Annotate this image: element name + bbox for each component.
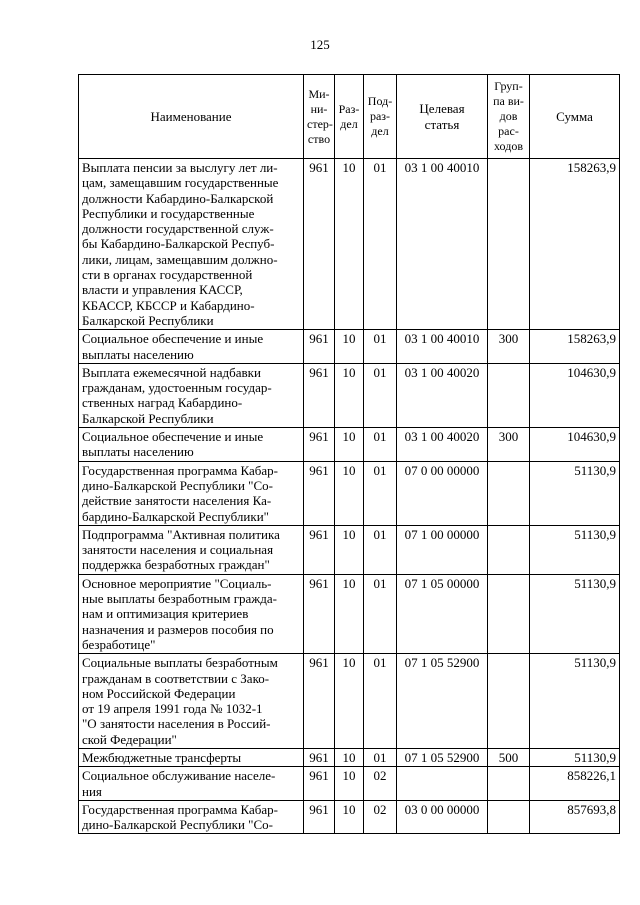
cell-name: Выплата ежемесячной надбавки гражданам, удостоенным государ- ственных наград Кабардино- Балкарской Республики	[79, 363, 304, 427]
table-row	[79, 330, 620, 364]
cell-name: Социальное обеспечение и иные выплаты населению	[79, 428, 304, 462]
cell-expense-group	[488, 800, 530, 834]
table-row	[79, 525, 620, 574]
header-name: Наименование	[79, 75, 304, 159]
cell-section: 10	[335, 767, 364, 801]
cell-subsection: 01	[364, 363, 397, 427]
cell-section: 10	[335, 574, 364, 653]
cell-target: 03 1 00 40020	[397, 363, 488, 427]
budget-table	[78, 74, 620, 834]
cell-name: Социальное обеспечение и иные выплаты населению	[79, 330, 304, 364]
cell-name: Государственная программа Кабар- дино-Балкарской Республики "Со-	[79, 800, 304, 834]
cell-amount: 857693,8	[530, 800, 620, 834]
cell-name: Социальное обслуживание населе- ния	[79, 767, 304, 801]
cell-ministry: 961	[304, 159, 335, 330]
cell-target: 07 1 05 52900	[397, 654, 488, 749]
cell-amount: 51130,9	[530, 525, 620, 574]
cell-expense-group: 300	[488, 330, 530, 364]
header-subsection: Под- раз- дел	[364, 75, 397, 159]
cell-section: 10	[335, 461, 364, 525]
cell-subsection: 01	[364, 428, 397, 462]
cell-amount: 158263,9	[530, 330, 620, 364]
cell-target: 07 0 00 00000	[397, 461, 488, 525]
header-row	[79, 75, 620, 159]
cell-section: 10	[335, 159, 364, 330]
cell-name: Государственная программа Кабар- дино-Балкарской Республики "Со- действие занятости населения Ка- бардино-Балкарской Республики"	[79, 461, 304, 525]
cell-subsection: 01	[364, 159, 397, 330]
cell-subsection: 01	[364, 654, 397, 749]
header-ministry: Ми- ни- стер- ство	[304, 75, 335, 159]
cell-subsection: 02	[364, 767, 397, 801]
cell-amount: 51130,9	[530, 461, 620, 525]
cell-amount: 51130,9	[530, 654, 620, 749]
cell-target: 07 1 05 00000	[397, 574, 488, 653]
cell-expense-group	[488, 159, 530, 330]
table-row	[79, 767, 620, 801]
header-amount: Сумма	[530, 75, 620, 159]
cell-section: 10	[335, 363, 364, 427]
cell-expense-group	[488, 461, 530, 525]
cell-ministry: 961	[304, 748, 335, 766]
cell-subsection: 01	[364, 525, 397, 574]
cell-ministry: 961	[304, 330, 335, 364]
cell-ministry: 961	[304, 461, 335, 525]
cell-name: Выплата пенсии за выслугу лет ли- цам, замещавшим государственные должности Кабардино-Балкарской Республики и государственные должности государственной служ- бы Кабардино-Балкарской Респуб- лики, лицам, замещавшим должно- сти в органах государственной власти и управления КАССР, КБАССР, КБССР и Кабардино- Балкарской Республики	[79, 159, 304, 330]
cell-subsection: 01	[364, 748, 397, 766]
cell-name: Подпрограмма "Активная политика занятости населения и социальная поддержка безработных граждан"	[79, 525, 304, 574]
cell-subsection: 01	[364, 330, 397, 364]
cell-ministry: 961	[304, 363, 335, 427]
cell-section: 10	[335, 654, 364, 749]
cell-section: 10	[335, 800, 364, 834]
table-row	[79, 461, 620, 525]
cell-target	[397, 767, 488, 801]
cell-expense-group: 300	[488, 428, 530, 462]
cell-target: 03 0 00 00000	[397, 800, 488, 834]
cell-amount: 104630,9	[530, 428, 620, 462]
page-number: 125	[310, 37, 330, 52]
cell-amount: 158263,9	[530, 159, 620, 330]
cell-expense-group	[488, 767, 530, 801]
cell-ministry: 961	[304, 654, 335, 749]
table-row	[79, 159, 620, 330]
cell-subsection: 02	[364, 800, 397, 834]
cell-amount: 104630,9	[530, 363, 620, 427]
cell-expense-group	[488, 363, 530, 427]
cell-ministry: 961	[304, 574, 335, 653]
cell-ministry: 961	[304, 800, 335, 834]
table-row	[79, 363, 620, 427]
cell-section: 10	[335, 428, 364, 462]
table-body	[79, 159, 620, 834]
cell-target: 03 1 00 40010	[397, 159, 488, 330]
table-row	[79, 428, 620, 462]
table-row	[79, 748, 620, 766]
cell-section: 10	[335, 330, 364, 364]
cell-target: 07 1 05 52900	[397, 748, 488, 766]
cell-name: Основное мероприятие "Социаль- ные выплаты безработным гражда- нам и оптимизация критериев назначения и размеров пособия по безработице"	[79, 574, 304, 653]
cell-subsection: 01	[364, 574, 397, 653]
cell-expense-group	[488, 525, 530, 574]
cell-expense-group	[488, 574, 530, 653]
table-row	[79, 800, 620, 834]
table-row	[79, 574, 620, 653]
header-section: Раз- дел	[335, 75, 364, 159]
table-row	[79, 654, 620, 749]
header-target: Целевая статья	[397, 75, 488, 159]
cell-amount: 51130,9	[530, 574, 620, 653]
cell-amount: 858226,1	[530, 767, 620, 801]
header-expense-group: Груп- па ви- дов рас- ходов	[488, 75, 530, 159]
cell-expense-group	[488, 654, 530, 749]
cell-target: 07 1 00 00000	[397, 525, 488, 574]
cell-section: 10	[335, 748, 364, 766]
cell-expense-group: 500	[488, 748, 530, 766]
cell-target: 03 1 00 40010	[397, 330, 488, 364]
cell-amount: 51130,9	[530, 748, 620, 766]
cell-name: Межбюджетные трансферты	[79, 748, 304, 766]
cell-ministry: 961	[304, 767, 335, 801]
cell-target: 03 1 00 40020	[397, 428, 488, 462]
cell-name: Социальные выплаты безработным гражданам в соответствии с Зако- ном Российской Федерации от 19 апреля 1991 года № 1032-1 "О занятости населения в Россий- ской Федерации"	[79, 654, 304, 749]
cell-ministry: 961	[304, 428, 335, 462]
cell-section: 10	[335, 525, 364, 574]
cell-ministry: 961	[304, 525, 335, 574]
cell-subsection: 01	[364, 461, 397, 525]
